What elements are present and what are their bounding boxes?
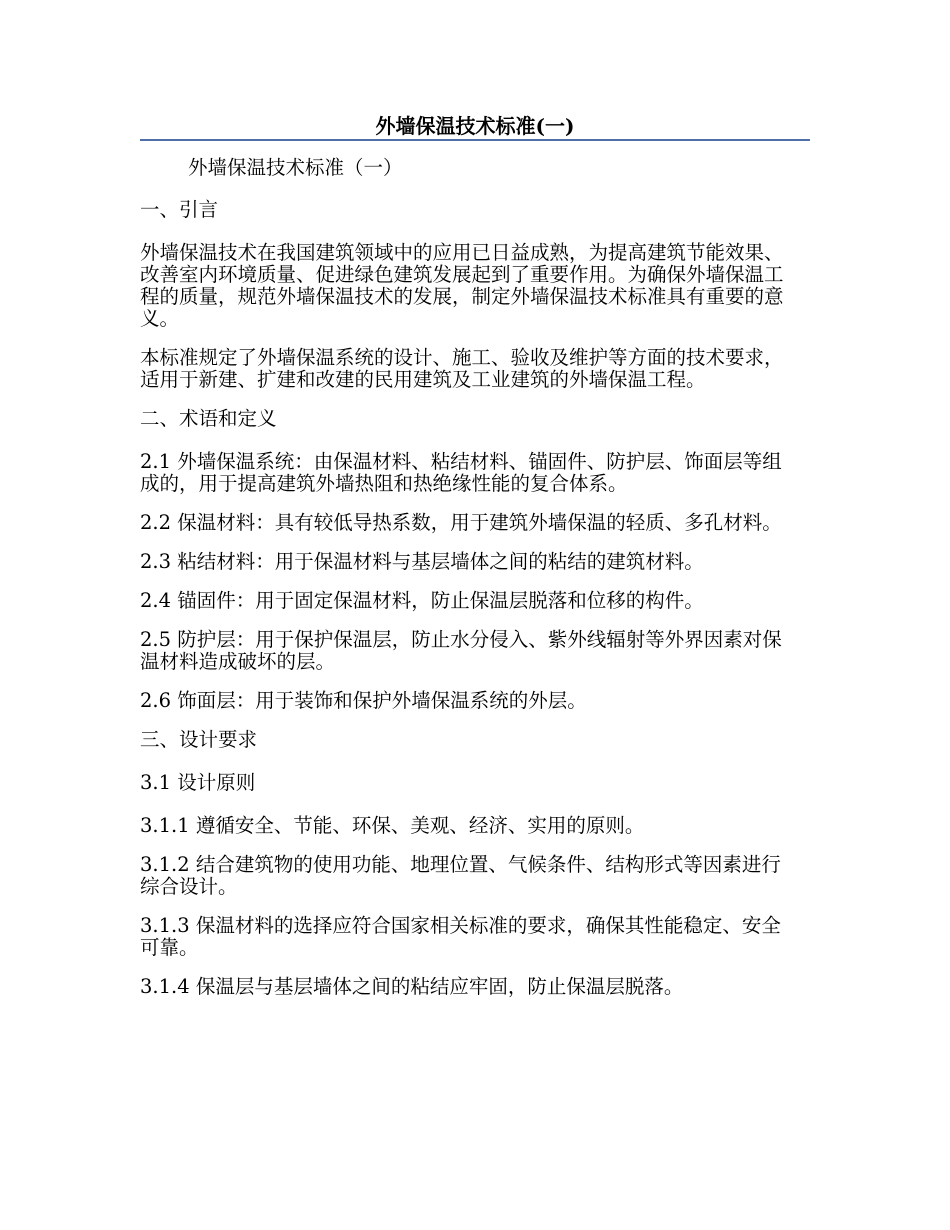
- document-title: 外墙保温技术标准（一）: [188, 156, 403, 179]
- paragraph-intro-2: 本标准规定了外墙保温系统的设计、施工、验收及维护等方面的技术要求，适用于新建、扩建和改建的民用建筑及工业建筑的外墙保温工程。: [140, 346, 784, 391]
- term-2-6: 2.6 饰面层：用于装饰和保护外墙保温系统的外层。: [140, 689, 587, 712]
- subsection-heading-design-principles: 3.1 设计原则: [140, 771, 256, 794]
- section-heading-design: 三、设计要求: [140, 728, 258, 751]
- clause-3-1-1: 3.1.1 遵循安全、节能、环保、美观、经济、实用的原则。: [140, 814, 645, 837]
- term-2-3: 2.3 粘结材料：用于保温材料与基层墙体之间的粘结的建筑材料。: [140, 550, 704, 573]
- page-header-title: 外墙保温技术标准(一): [375, 114, 575, 138]
- term-2-2: 2.2 保温材料：具有较低导热系数，用于建筑外墙保温的轻质、多孔材料。: [140, 511, 782, 534]
- clause-3-1-4: 3.1.4 保温层与基层墙体之间的粘结应牢固，防止保温层脱落。: [140, 975, 684, 998]
- header-divider: [140, 139, 810, 141]
- term-2-1: 2.1 外墙保温系统：由保温材料、粘结材料、锚固件、防护层、饰面层等组成的，用于提高建筑外墙热阻和热绝缘性能的复合体系。: [140, 450, 782, 495]
- section-heading-introduction: 一、引言: [140, 198, 219, 221]
- clause-3-1-2: 3.1.2 结合建筑物的使用功能、地理位置、气候条件、结构形式等因素进行综合设计。: [140, 853, 781, 898]
- term-2-4: 2.4 锚固件：用于固定保温材料，防止保温层脱落和位移的构件。: [140, 589, 704, 612]
- paragraph-intro-1: 外墙保温技术在我国建筑领域中的应用已日益成熟，为提高建筑节能效果、改善室内环境质量、促进绿色建筑发展起到了重要作用。为确保外墙保温工程的质量，规范外墙保温技术的发展，制定外墙保温技术标准具有重要的意义。: [140, 241, 784, 330]
- term-2-5: 2.5 防护层：用于保护保温层，防止水分侵入、紫外线辐射等外界因素对保温材料造成破坏的层。: [140, 628, 782, 673]
- clause-3-1-3: 3.1.3 保温材料的选择应符合国家相关标准的要求，确保其性能稳定、安全可靠。: [140, 914, 781, 959]
- section-heading-terms: 二、术语和定义: [140, 407, 277, 430]
- document-body: [140, 157, 800, 1015]
